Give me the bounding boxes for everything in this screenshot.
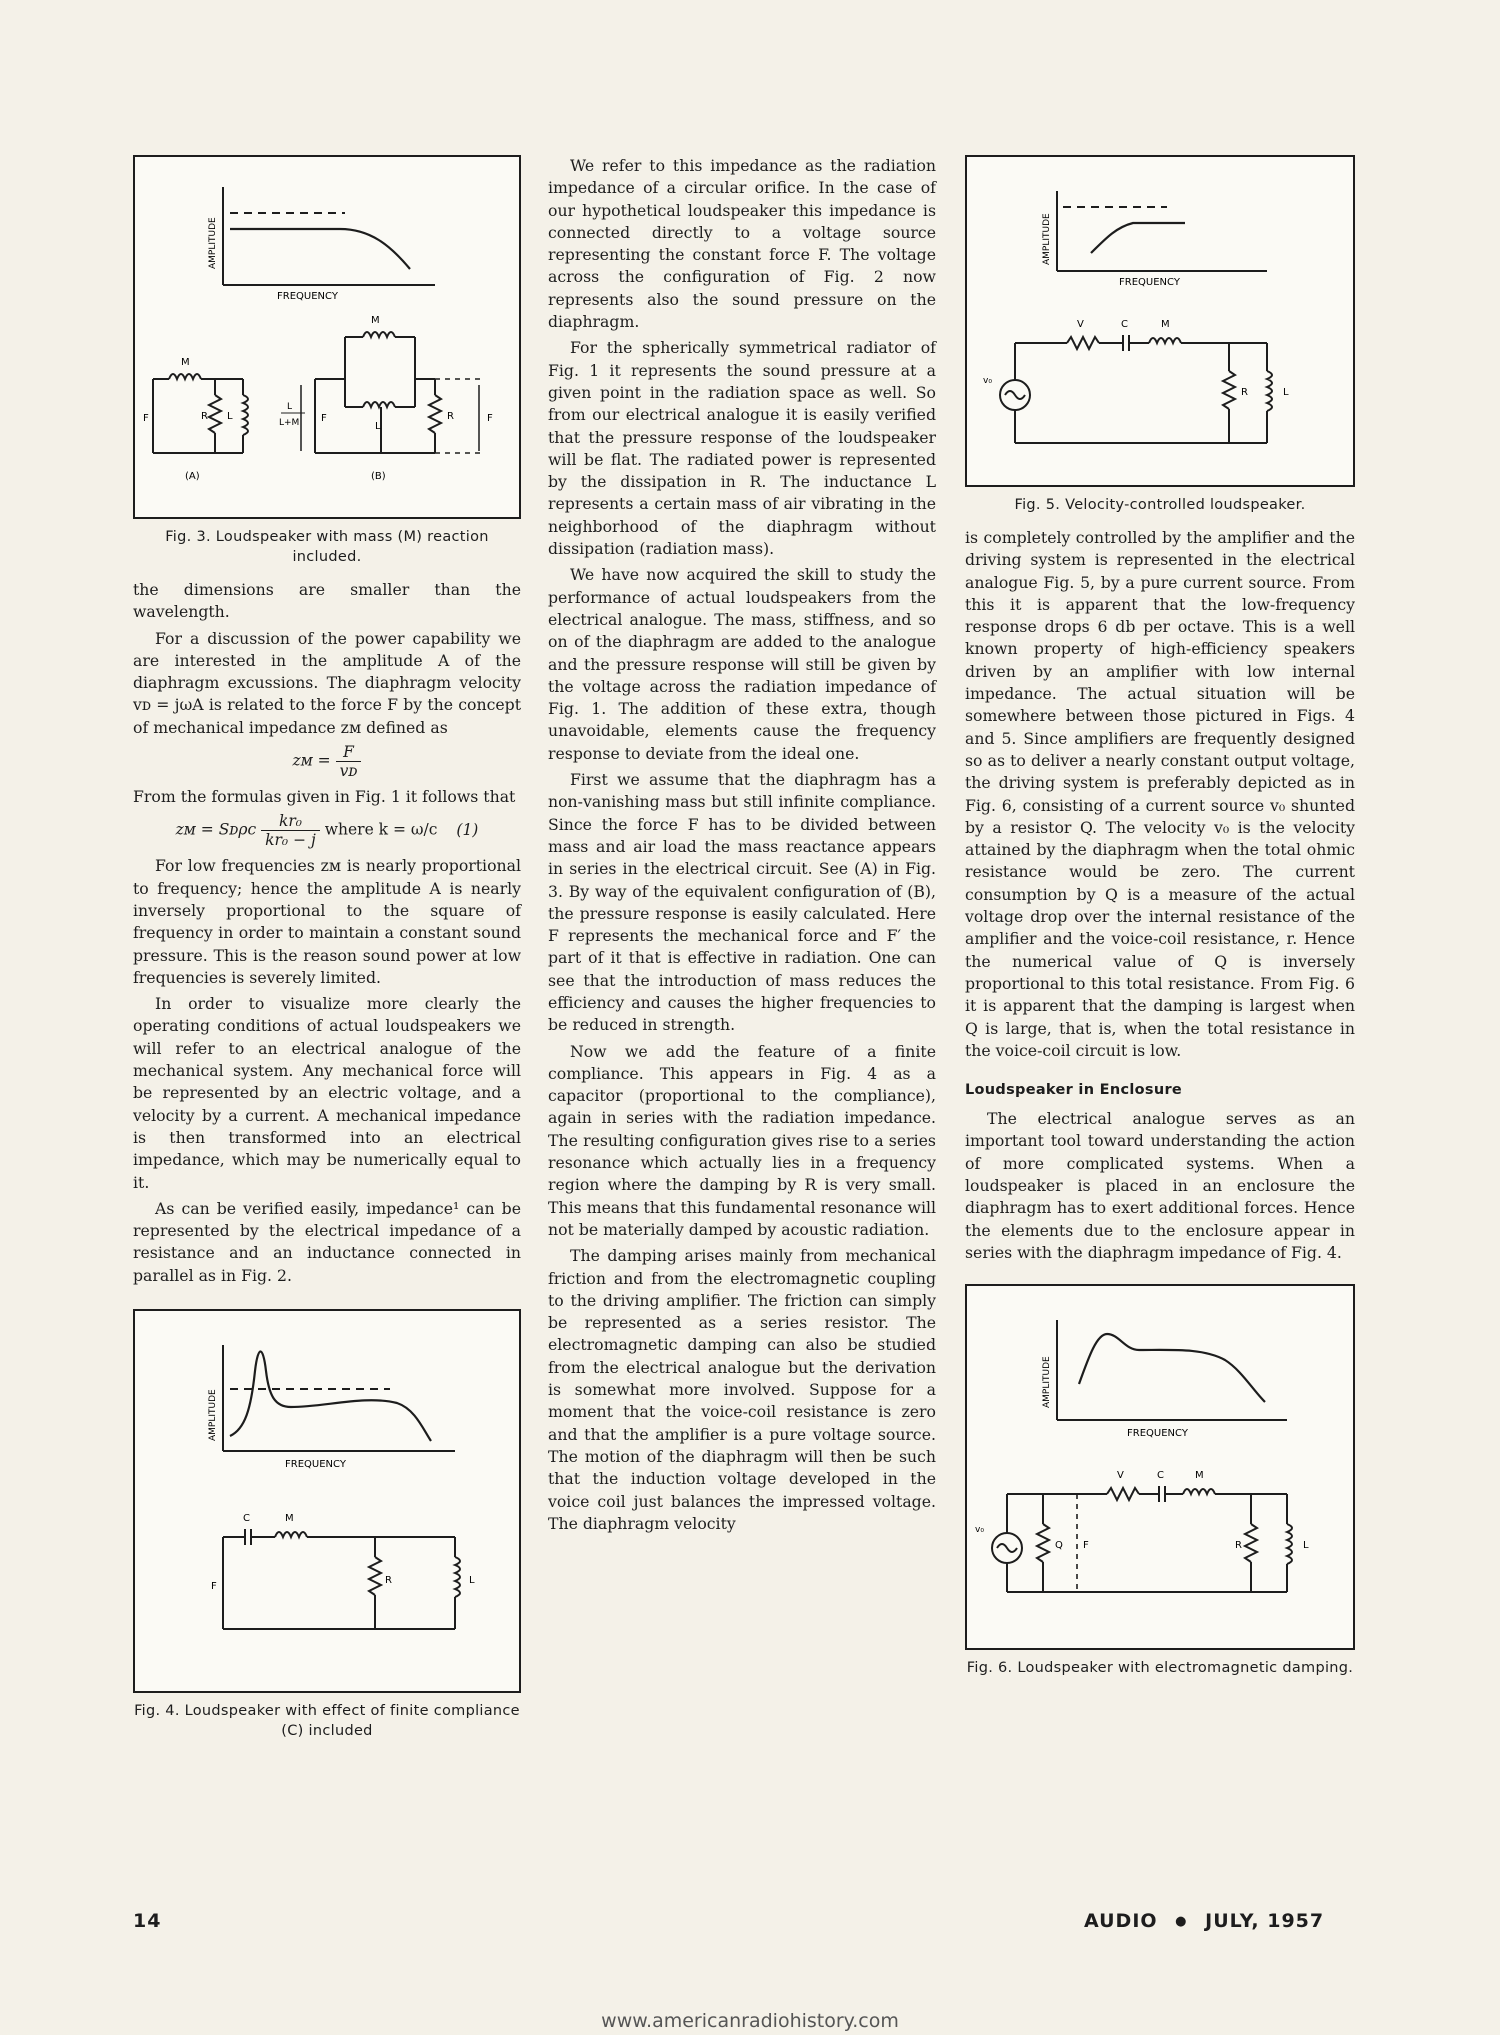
fig4-axis-y: AMPLITUDE — [208, 1389, 218, 1442]
fig3-label-lm-den: L+M — [279, 418, 300, 428]
column-1 — [133, 155, 521, 1753]
fig5-label-c: C — [1121, 319, 1128, 330]
col1-paragraph-1: the dimensions are smaller than the wavelength. — [133, 580, 521, 622]
fig6-axis-x: FREQUENCY — [1127, 1428, 1188, 1440]
fig4-label-r: R — [385, 1575, 392, 1587]
figure-3 — [133, 155, 521, 519]
fig5-label-m: M — [1161, 319, 1170, 330]
formula-1-lhs: zᴍ = — [292, 751, 331, 770]
fig3-axis-x: FREQUENCY — [277, 291, 338, 302]
bullet-separator: ● — [1175, 1914, 1188, 1929]
formula-equation-1 — [133, 812, 521, 849]
figure-6-diagram — [967, 1286, 1353, 1644]
col2-paragraph-2: For the spherically symmetrical radiator of Fig. 1 it represents the sound pressure at a given point in the radiation space as well. So from our electrical analogue it is easily verified that the pressure response of the loudspeaker will be flat. The radiated power is represented by the dissipation in R. The inductance L represents a certain mass of air vibrating in the neighborhood of the diaphragm without dissipation (radiation mass). — [548, 338, 936, 559]
col2-paragraph-6: The damping arises mainly from mechanical friction and from the electromagnetic coupling to the driving amplifier. The friction can simply be represented as a series resistor. The electromagnetic damping can also be studied from the electrical analogue but the derivation is somewhat more involved. Suppose for a moment that the voice-coil resistance is zero and that the amplifier is a pure voltage source. The motion of the diaphragm will then be such that the induction voltage developed in the voice coil just balances the impressed voltage. The diaphragm velocity — [548, 1246, 936, 1533]
fig4-label-m: M — [285, 1513, 294, 1525]
formula-2-rhs: where k = ω/c — [324, 820, 438, 839]
col3-paragraph-2: The electrical analogue serves as an important tool toward understanding the action of more complicated systems. When a loudspeaker is placed in an enclosure the diaphragm has to exert additional forces. Hence the elements due to the enclosure appear in series with the diaphragm impedance of Fig. 4. — [965, 1109, 1355, 1262]
page-number: 14 — [133, 1910, 162, 1932]
figure-4-caption: Fig. 4. Loudspeaker with effect of finite compliance (C) included — [134, 1703, 520, 1740]
fig3-label-l-b: L — [375, 421, 381, 432]
formula-2-lhs: zᴍ = Sᴅρc — [175, 820, 257, 839]
formula-1-denominator: vᴅ — [339, 762, 358, 781]
col1-paragraph-5: In order to visualize more clearly the operating conditions of actual loudspeakers we will refer to an electrical analogue of the mechanical system. Any mechanical force will be represented by an electric voltage, and a velocity by a current. A mechanical impedance is then transformed into an electrical impedance, which may be numerically equal to it. — [133, 994, 521, 1192]
watermark: www.americanradiohistory.com — [601, 2010, 899, 2032]
fig6-label-m: M — [1195, 1470, 1204, 1482]
figure-6 — [965, 1284, 1355, 1650]
figure-4-diagram — [135, 1311, 519, 1687]
section-heading-enclosure: Loudspeaker in Enclosure — [965, 1082, 1183, 1099]
formula-2-denominator: kr₀ − j — [265, 831, 316, 850]
fig3-label-m-b: M — [371, 315, 380, 326]
col1-paragraph-4: For low frequencies zᴍ is nearly proportional to frequency; hence the amplitude A is nearly inversely proportional to the square of frequency in order to maintain a constant sound pressure. This is the reason sound power at low frequencies is severely limited. — [133, 856, 521, 987]
fig6-label-c: C — [1157, 1470, 1164, 1482]
col1-paragraph-2: For a discussion of the power capability we are interested in the amplitude A of the diaphragm excussions. The diaphragm velocity vᴅ = jωA is related to the force F by the concept of mechanical impedance zᴍ defined as — [133, 628, 521, 737]
figure-5-diagram — [967, 157, 1353, 481]
fig6-label-v0: v₀ — [975, 1525, 984, 1536]
fig5-label-l: L — [1283, 387, 1289, 398]
fig3-label-lm-num: L — [287, 402, 293, 412]
fig3-label-f-b: F — [321, 413, 327, 424]
fig4-axis-x: FREQUENCY — [285, 1459, 346, 1471]
fig4-label-c: C — [243, 1513, 250, 1525]
formula-1-numerator: F — [336, 743, 362, 762]
formula-1-fraction — [336, 743, 362, 780]
formula-2-numerator: kr₀ — [261, 812, 320, 831]
fig5-axis-x: FREQUENCY — [1119, 277, 1180, 288]
formula-mechanical-impedance — [133, 743, 521, 780]
issue-line — [1084, 1910, 1324, 1932]
fig6-label-v: V — [1117, 1470, 1124, 1482]
magazine-name: AUDIO — [1084, 1910, 1158, 1932]
fig5-label-r: R — [1241, 387, 1248, 398]
col3-paragraph-1: is completely controlled by the amplifier and the driving system is represented in the electrical analogue Fig. 5, by a pure current source. From this it is apparent that the low-frequency response drops 6 db per octave. This is a well known property of high-efficiency speakers driven by an amplifier with low internal impedance. The actual situation will be somewhere between those pictured in Figs. 4 and 5. Since amplifiers are frequently designed so as to deliver a nearly constant output voltage, the driving system is preferably depicted as in Fig. 6, consisting of a current source v₀ shunted by a resistor Q. The velocity v₀ is the velocity attained by the diaphragm when the total ohmic resistance would be zero. The current consumption by Q is a measure of the actual voltage drop over the internal resistance of the amplifier and the voice-coil resistance, r. Hence the numerical value of Q is inversely proportional to this total resistance. From Fig. 6 it is apparent that the damping is largest when Q is large, that is, when the total resistance in the voice-coil circuit is low. — [965, 528, 1355, 1060]
column-3 — [965, 155, 1355, 1690]
fig3-axis-y: AMPLITUDE — [208, 217, 218, 269]
fig3-label-f-a: F — [143, 413, 149, 424]
fig4-label-f: F — [211, 1581, 217, 1593]
fig5-label-v0: v₀ — [983, 376, 992, 386]
figure-3-diagram — [135, 157, 519, 513]
col1-paragraph-6: As can be verified easily, impedance¹ can be represented by the electrical impedance of a resistance and an inductance connected in parallel as in Fig. 2. — [133, 1198, 521, 1285]
fig3-label-a: (A) — [185, 471, 200, 482]
fig6-axis-y: AMPLITUDE — [1042, 1356, 1052, 1409]
fig4-label-l: L — [469, 1575, 475, 1587]
col2-paragraph-5: Now we add the feature of a finite compliance. This appears in Fig. 4 as a capacitor (proportional to the compliance), again in series with the radiation impedance. The resulting configuration gives rise to a series resonance which actually lies in a frequency region where the damping by R is very small. This means that this fundamental resonance will not be materially damped by acoustic radiation. — [548, 1041, 936, 1239]
figure-3-caption: Fig. 3. Loudspeaker with mass (M) reaction included. — [165, 529, 489, 565]
fig3-label-l-a: L — [227, 411, 233, 422]
fig3-label-b: (B) — [371, 471, 386, 482]
column-2 — [548, 155, 936, 1539]
fig5-label-v: V — [1077, 319, 1084, 330]
fig3-label-r-a: R — [201, 411, 208, 422]
formula-2-number: (1) — [456, 820, 479, 839]
issue-date: JULY, 1957 — [1205, 1910, 1325, 1932]
figure-5 — [965, 155, 1355, 487]
fig3-label-f-prime: F — [487, 413, 493, 424]
fig5-axis-y: AMPLITUDE — [1042, 213, 1052, 265]
figure-5-caption: Fig. 5. Velocity-controlled loudspeaker. — [1014, 497, 1306, 513]
col1-paragraph-3: From the formulas given in Fig. 1 it follows that — [133, 787, 516, 807]
fig6-label-q: Q — [1055, 1540, 1063, 1552]
formula-2-fraction — [261, 812, 320, 849]
fig6-label-f: F — [1083, 1540, 1089, 1552]
figure-6-caption: Fig. 6. Loudspeaker with electromagnetic damping. — [966, 1660, 1354, 1677]
fig6-label-r: R — [1235, 1540, 1242, 1552]
figure-4 — [133, 1309, 521, 1693]
fig3-label-m-a: M — [181, 357, 190, 368]
col2-paragraph-4: First we assume that the diaphragm has a non-vanishing mass but still infinite compliance. Since the force F has to be divided between mass and air load the mass reactance appears in series in the electrical circuit. See (A) in Fig. 3. By way of the equivalent configuration of (B), the pressure response is easily calculated. Here F represents the mechanical force and F′ the part of it that is effective in radiation. One can see that the introduction of mass reduces the efficiency and causes the higher frequencies to be reduced in strength. — [548, 770, 936, 1035]
col2-paragraph-1: We refer to this impedance as the radiation impedance of a circular orifice. In the case of our hypothetical loudspeaker this impedance is connected directly to a voltage source representing the constant force F. The voltage across the configuration of Fig. 2 now represents also the sound pressure on the diaphragm. — [548, 156, 936, 332]
fig6-label-l: L — [1303, 1540, 1309, 1552]
col2-paragraph-3: We have now acquired the skill to study the performance of actual loudspeakers from the electrical analogue. The mass, stiffness, and so on of the diaphragm are added to the analogue and the pressure response will still be given by the voltage across the radiation impedance of Fig. 1. The addition of these extra, though unavoidable, elements cause the frequency response to deviate from the ideal one. — [548, 565, 936, 763]
fig3-label-r-b: R — [447, 411, 454, 422]
